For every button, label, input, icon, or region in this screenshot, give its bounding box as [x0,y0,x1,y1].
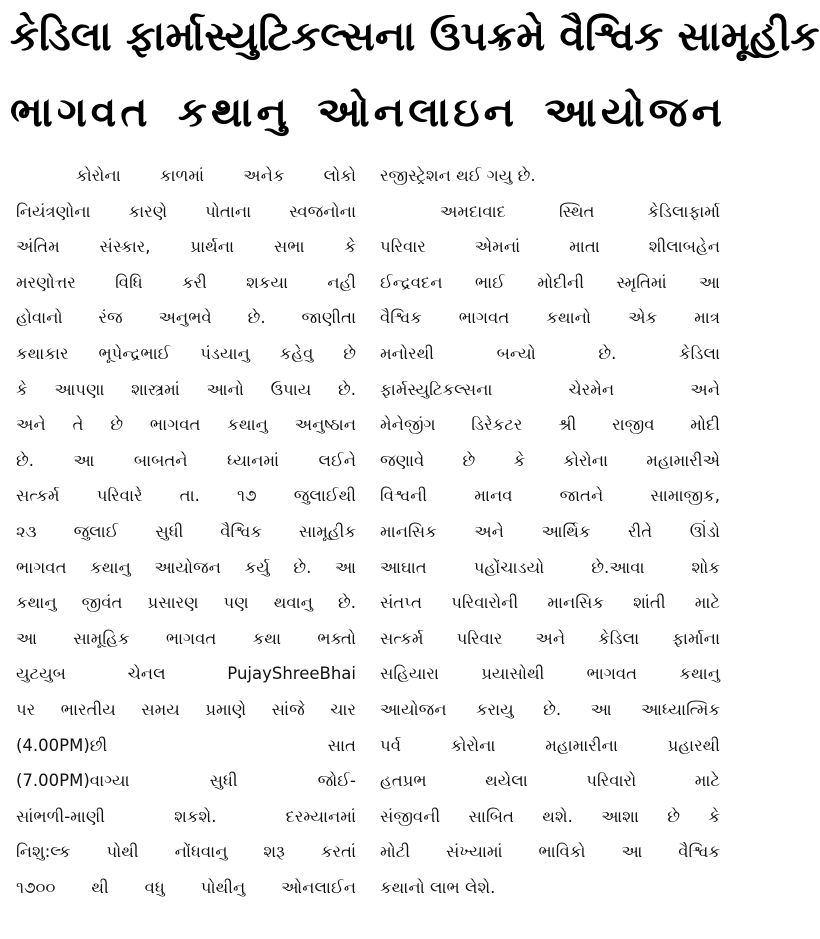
article-left-column [16,158,356,905]
article-line: માનસિક અને આર્થિક રીતે ઊંડો [380,521,720,541]
article-line: સત્કર્મ પરિવાર અને કેડિલા ફાર્માના [380,628,720,648]
article-line: આયોજન કરાયુ છે. આ આધ્યાત્મિક [380,699,720,719]
article-line: કથાનુ જીવંત પ્રસારણ પણ થવાનુ છે. [16,593,356,613]
article-line: પર્વ કોરોના મહામારીના પ્રહારથી [380,735,720,755]
headline [10,2,820,152]
article-line: મોટી સંખ્યામાં ભાવિકો આ વૈશ્વિક [380,842,720,862]
article-line: સંજીવની સાબિત થશે. આશા છે કે [380,806,720,826]
article-line: પર ભારતીય સમય પ્રમાણે સાંજે ચાર [16,699,356,719]
article-line: ૧૭૦૦ થી વધુ પોથીનુ ઓનલાઈન [16,877,356,897]
article-line: ભાગવત કથાનુ આયોજન કર્યુ છે. આ [16,557,356,577]
article-body [16,158,718,934]
article-line: વૈશ્વિક ભાગવત કથાનો એક માત્ર [380,308,720,328]
article-line-channel: યુટયુબ ચેનલ PujayShreeBhai [16,664,356,684]
article-line-time: (7.00PM)વાગ્યા સુધી જોઈ- [16,771,356,791]
article-line: પરિવાર એમનાં માતા શીલાબહેન [380,237,720,257]
article-line: સાંભળી-માણી શકશે. દરમ્યાનમાં [16,806,356,826]
article-line: હતપ્રભ થયેલા પરિવારો માટે [380,771,720,791]
headline-line-1: કેડિલા ફાર્માસ્યુટિકલ્સના ઉપક્રમે વૈશ્વિક સામૂહીક [10,12,820,60]
article-line: આ સામૂહિક ભાગવત કથા ભક્તો [16,628,356,648]
article-line: રજીસ્ટ્રેશન થઈ ગયુ છે. [380,166,536,185]
article-line: નિયંત્રણોના કારણે પોતાના સ્વજનોના [16,201,356,221]
article-line: અને તે છે ભાગવત કથાનુ અનુષ્ઠાન [16,415,356,435]
article-line: જણાવે છે કે કોરોના મહામારીએ [380,450,720,470]
article-line: હોવાનો રંજ અનુભવે છે. જાણીતા [16,308,356,328]
article-line: મેનેજીંગ ડિરેકટર શ્રી રાજીવ મોદી [380,415,720,435]
article-line: કે આપણા શાસ્ત્રમાં આનો ઉપાય છે. [16,379,356,399]
article-line: સત્કર્મ પરિવારે તા. ૧૭ જુલાઈથી [16,486,356,506]
article-line: સહિયારા પ્રયાસોથી ભાગવત કથાનુ [380,664,720,684]
article-line: ફાર્મસ્યુટિકલ્સના ચેરમેન અને [380,379,720,399]
article-line-time: (4.00PM)છી સાત [16,735,356,755]
page-edge [0,158,3,939]
article-line: સંતપ્ત પરિવારોની માનસિક શાંતી માટે [380,593,720,613]
article-line: વિશ્વની માનવ જાતને સામાજીક, [380,486,720,506]
article-line: નિશુ:લ્ક પોથી નોંધવાનુ શરૂ કરતાં [16,842,356,862]
article-line: ઈન્દ્રવદન ભાઈ મોદીની સ્મૃતિમાં આ [380,272,720,292]
article-line: આઘાત પહોંચાડયો છે.આવા શોક [380,557,720,577]
article-right-column [380,158,720,905]
article-line: મરણોત્તર વિધિ કરી શકયા નહી [16,272,356,292]
article-line: કોરોના કાળમાં અનેક લોકો [76,166,356,185]
article-line: છે. આ બાબતને ધ્યાનમાં લઈને [16,450,356,470]
article-line: કથાનો લાભ લેશે. [380,877,496,897]
article-line: કથાકાર ભૂપેન્દ્રભાઈ પંડયાનુ કહેવુ છે [16,343,356,363]
article-line: ૨૩ જુલાઈ સુધી વૈશ્વિક સામૂહીક [16,521,356,541]
article-line: અંતિમ સંસ્કાર, પ્રાર્થના સભા કે [16,237,356,257]
headline-line-2: ભાગવત કથાનુ ઓનલાઇન આયોજન [10,88,726,136]
article-line: અમદાવાદ સ્થિત કેડિલાફાર્મા [440,201,720,221]
article-line: મનોરથી બન્યો છે. કેડિલા [380,343,720,363]
